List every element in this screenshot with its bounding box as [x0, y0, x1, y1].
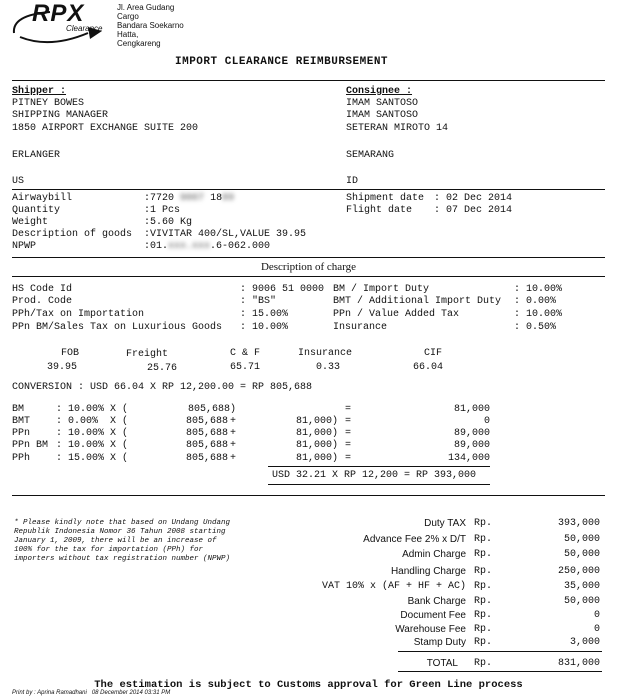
- summary-value: 35,000: [563, 581, 600, 592]
- divider: [12, 80, 605, 81]
- npwp-label: NPWP: [12, 241, 37, 252]
- summary-currency: Rp.: [474, 581, 493, 592]
- hs-code-label: HS Code Id: [12, 284, 73, 295]
- hs-code-value: : 9006 51 0000: [240, 284, 325, 295]
- duty-plus: +: [230, 416, 237, 427]
- total-value: 831,000: [557, 658, 600, 669]
- duty-eq: =: [345, 453, 352, 464]
- quantity-value: :1 Pcs: [144, 205, 181, 216]
- duty-sum-line: [268, 466, 490, 467]
- duty-result: 89,000: [453, 428, 490, 439]
- shipper-country: US: [12, 176, 25, 187]
- duty-x: X (: [110, 404, 129, 415]
- duty-label: BMT: [12, 416, 31, 427]
- duty-result: 89,000: [453, 440, 490, 451]
- summary-label: Warehouse Fee: [395, 624, 466, 635]
- bmt-value: : 0.00%: [514, 296, 557, 307]
- summary-value: 3,000: [569, 637, 600, 648]
- company-address: [117, 3, 184, 48]
- duty-rate: : 0.00%: [56, 416, 99, 427]
- weight-label: Weight: [12, 217, 49, 228]
- shipper-line: SHIPPING MANAGER: [12, 110, 109, 121]
- consignee-line: SETERAN MIROTO 14: [346, 123, 449, 134]
- flight-date-label: Flight date: [346, 205, 413, 216]
- duty-plus: +: [230, 440, 237, 451]
- address-line: Cargo: [117, 12, 139, 21]
- summary-value: 0: [593, 624, 600, 635]
- summary-value: 50,000: [563, 549, 600, 560]
- conversion-line: CONVERSION : USD 66.04 X RP 12,200.00 = RP 805,688: [12, 382, 313, 393]
- address-line: Jl. Area Gudang: [117, 3, 175, 12]
- airwaybill-hidden: 9007: [180, 193, 205, 204]
- ppn-label: PPn / Value Added Tax: [333, 309, 460, 320]
- freight-header: Freight: [125, 349, 168, 360]
- shipper-line: 1850 AIRPORT EXCHANGE SUITE 200: [12, 123, 199, 134]
- duty-x: X (: [110, 428, 129, 439]
- fob-header: FOB: [60, 348, 79, 359]
- duty-x: X (: [110, 440, 129, 451]
- summary-label: Admin Charge: [402, 549, 466, 560]
- insurance-value: : 0.50%: [514, 322, 557, 333]
- summary-value: 250,000: [557, 566, 600, 577]
- document-title: IMPORT CLEARANCE REIMBURSEMENT: [175, 56, 389, 68]
- summary-currency: Rp.: [474, 549, 493, 560]
- fob-value: 39.95: [46, 362, 77, 373]
- npwp-hidden: xxx.xxx: [168, 241, 211, 252]
- duty-rate: : 10.00%: [56, 428, 105, 439]
- flight-date-value: : 07 Dec 2014: [434, 205, 513, 216]
- duty-rate: : 10.00%: [56, 404, 105, 415]
- duty-x: X (: [110, 453, 129, 464]
- duty-eq: =: [345, 428, 352, 439]
- quantity-label: Quantity: [12, 205, 61, 216]
- duty-label: BM: [12, 404, 25, 415]
- duty-plus: +: [230, 453, 237, 464]
- prod-code-label: Prod. Code: [12, 296, 73, 307]
- duty-rate: : 10.00%: [56, 440, 105, 451]
- airwaybill-value: [144, 193, 234, 205]
- total-label: TOTAL: [426, 658, 458, 669]
- logo-subtext: Clearance: [66, 24, 103, 33]
- summary-value: 393,000: [557, 518, 600, 529]
- duty-rate: : 15.00%: [56, 453, 105, 464]
- airwaybill-hidden-end: 89: [222, 193, 235, 204]
- duty-base: 805,688: [185, 440, 228, 451]
- npwp-suffix: .6-062.000: [210, 241, 271, 252]
- shipper-line: PITNEY BOWES: [12, 98, 85, 109]
- summary-label: Advance Fee 2% x D/T: [363, 534, 466, 545]
- insurance-amount: 0.33: [315, 362, 340, 373]
- airwaybill-prefix: :7720: [144, 193, 175, 204]
- summary-label: Handling Charge: [390, 566, 466, 577]
- duty-extra: 81,000): [295, 416, 338, 427]
- airwaybill-suffix: 18: [210, 193, 223, 204]
- print-info: Print by : Aprina Ramadhani 08 December 2014 03:31 PM: [12, 690, 171, 696]
- summary-currency: Rp.: [474, 566, 493, 577]
- duty-plus: +: [230, 428, 237, 439]
- summary-currency: Rp.: [474, 518, 493, 529]
- consignee-line: IMAM SANTOSO: [346, 110, 419, 121]
- duty-base: 805,688): [187, 404, 236, 415]
- total-line: [398, 671, 602, 672]
- duty-x: X (: [110, 416, 129, 427]
- pph-label: PPh/Tax on Importation: [12, 309, 145, 320]
- duty-label: PPh: [12, 453, 31, 464]
- summary-currency: Rp.: [474, 596, 493, 607]
- duty-eq: =: [345, 440, 352, 451]
- npwp-prefix: :01.: [144, 241, 169, 252]
- duty-result: 134,000: [447, 453, 490, 464]
- company-logo: [10, 0, 110, 47]
- consignee-city: SEMARANG: [346, 150, 395, 161]
- duty-label: PPn: [12, 428, 31, 439]
- shipment-date-value: : 02 Dec 2014: [434, 193, 513, 204]
- airwaybill-label: Airwaybill: [12, 193, 73, 204]
- insurance-label: Insurance: [333, 322, 388, 333]
- duty-extra: 81,000): [295, 453, 338, 464]
- bm-label: BM / Import Duty: [333, 284, 430, 295]
- summary-label: Duty TAX: [424, 518, 466, 529]
- bmt-label: BMT / Additional Import Duty: [333, 296, 502, 307]
- duty-base: 805,688: [185, 453, 228, 464]
- consignee-line: IMAM SANTOSO: [346, 98, 419, 109]
- freight-value: 25.76: [146, 363, 177, 374]
- description-label: Description of goods: [12, 229, 133, 240]
- divider: [12, 257, 605, 258]
- prod-code-value: : "BS": [240, 296, 277, 307]
- tax-note: * Please kindly note that based on Undang Undang Republik Indonesia Nomor 36 Tahun 2008 starting January 1, 2009, there will be an increase of 100% for the tax for importation (PPh) for importers without tax registration number (NPWP): [14, 519, 231, 563]
- shipper-city: ERLANGER: [12, 150, 61, 161]
- weight-value: :5.60 Kg: [144, 217, 193, 228]
- charge-heading: Description of charge: [260, 261, 357, 273]
- consignee-heading: Consignee :: [346, 86, 413, 97]
- duty-result: 81,000: [453, 404, 490, 415]
- duty-sum-line: [268, 484, 490, 485]
- summary-value: 0: [593, 610, 600, 621]
- duty-result: 0: [483, 416, 490, 427]
- duty-eq: =: [345, 416, 352, 427]
- total-currency: Rp.: [474, 658, 493, 669]
- duty-extra: 81,000): [295, 440, 338, 451]
- consignee-country: ID: [346, 176, 359, 187]
- duty-eq: =: [345, 404, 352, 415]
- summary-value: 50,000: [563, 596, 600, 607]
- usd-total: USD 32.21 X RP 12,200 = RP 393,000: [272, 470, 477, 481]
- address-line: Bandara Soekarno: [117, 21, 184, 30]
- description-value: :VIVITAR 400/SL,VALUE 39.95: [144, 229, 307, 240]
- total-line: [398, 651, 602, 652]
- summary-currency: Rp.: [474, 534, 493, 545]
- divider: [12, 189, 605, 190]
- summary-currency: Rp.: [474, 624, 493, 635]
- duty-base: 805,688: [185, 428, 228, 439]
- pph-value: : 15.00%: [240, 309, 289, 320]
- address-line: Cengkareng: [117, 39, 161, 48]
- address-line: Hatta,: [117, 30, 139, 39]
- cf-header: C & F: [229, 348, 260, 359]
- summary-label: Bank Charge: [407, 596, 466, 607]
- summary-label: Stamp Duty: [413, 637, 466, 648]
- summary-currency: Rp.: [474, 610, 493, 621]
- summary-value: 50,000: [563, 534, 600, 545]
- footer-statement: The estimation is subject to Customs approval for Green Line process: [94, 679, 523, 691]
- logo-text: RPX: [32, 0, 85, 27]
- summary-label: Document Fee: [400, 610, 466, 621]
- divider: [12, 495, 605, 496]
- summary-currency: Rp.: [474, 637, 493, 648]
- duty-base: 805,688: [185, 416, 228, 427]
- ppnbm-value: : 10.00%: [240, 322, 289, 333]
- ppn-value: : 10.00%: [514, 309, 563, 320]
- shipment-date-label: Shipment date: [346, 193, 425, 204]
- ppnbm-label: PPn BM/Sales Tax on Luxurious Goods: [12, 322, 223, 333]
- cif-header: CIF: [423, 348, 442, 359]
- insurance-header: Insurance: [297, 348, 352, 359]
- npwp-value: [144, 241, 270, 253]
- shipper-heading: Shipper :: [12, 86, 67, 97]
- bm-value: : 10.00%: [514, 284, 563, 295]
- duty-label: PPn BM: [12, 440, 49, 451]
- summary-label: VAT 10% x (AF + HF + AC): [321, 581, 466, 592]
- cif-value: 66.04: [412, 362, 443, 373]
- cf-value: 65.71: [229, 362, 260, 373]
- duty-extra: 81,000): [295, 428, 338, 439]
- divider: [12, 276, 605, 277]
